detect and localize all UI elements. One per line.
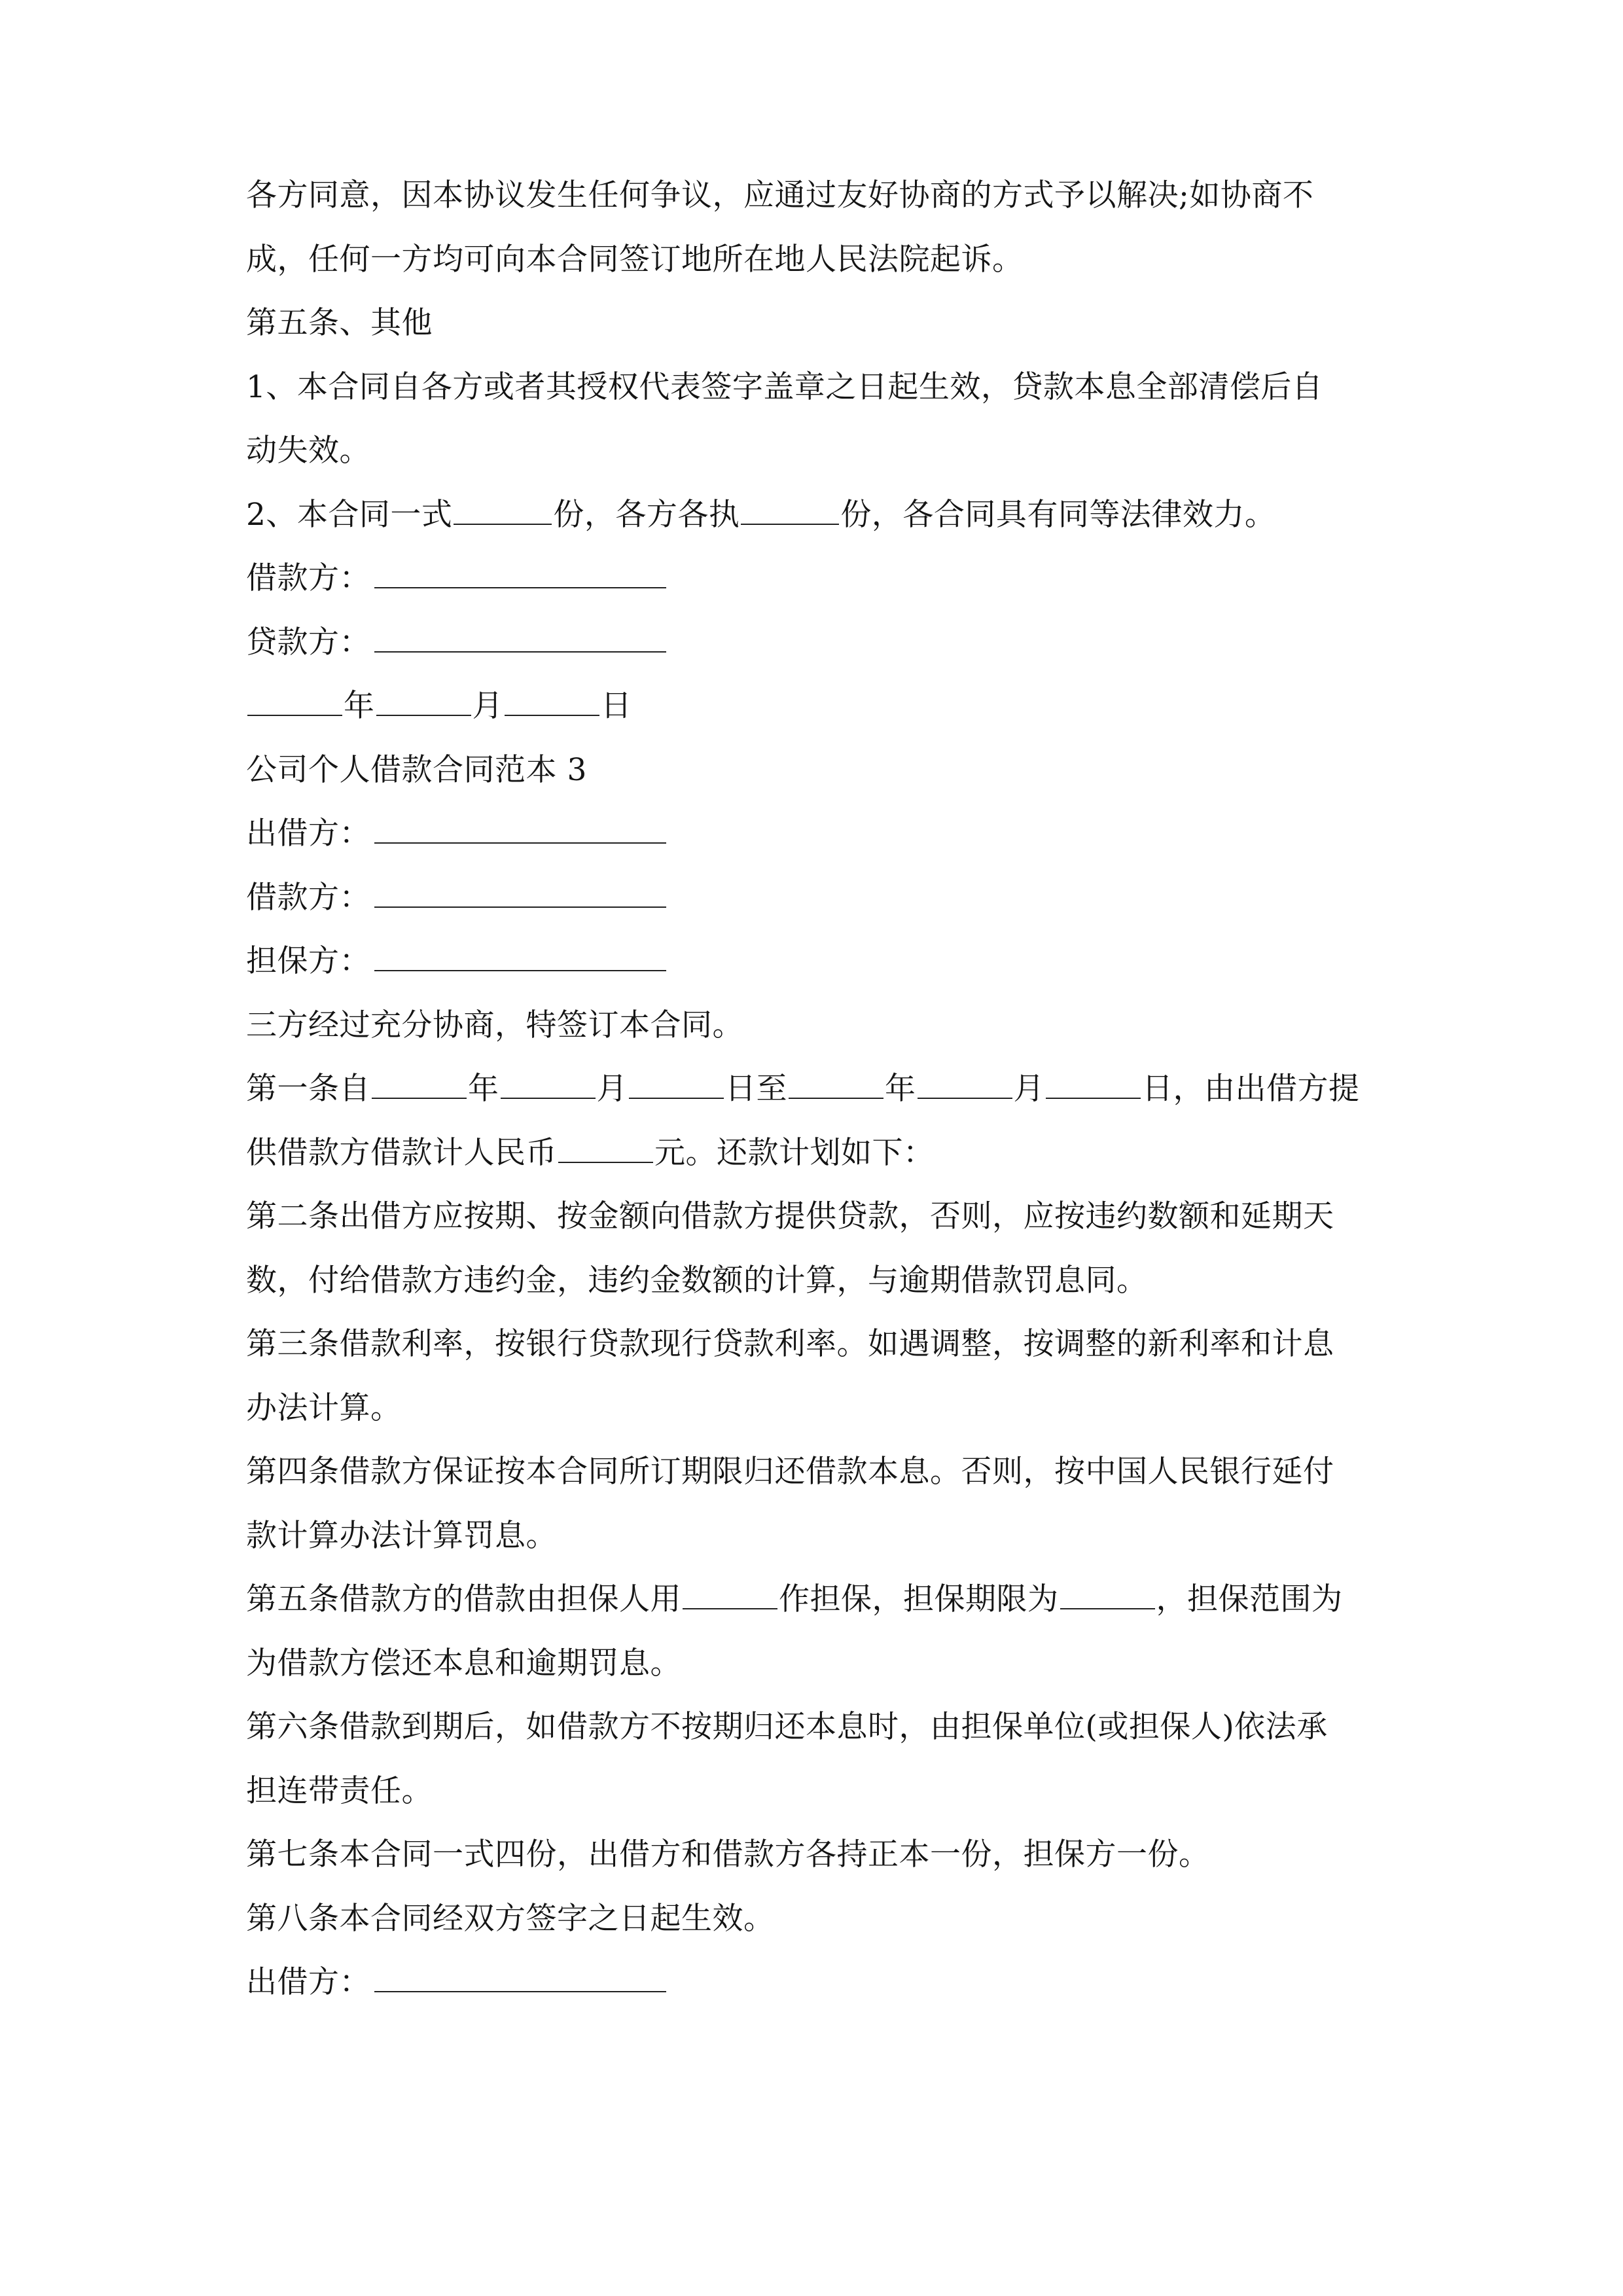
text-line — [246, 1185, 1382, 1249]
signature-row — [246, 547, 1382, 611]
paragraph-text: 份，各合同具有同等法律效力。 — [840, 496, 1276, 533]
fill-in-blank — [558, 1133, 653, 1163]
paragraph-text: 第七条本合同一式四份，出借方和借款方各持正本一份，担保方一份。 — [246, 1837, 1210, 1873]
fill-in-blank — [505, 686, 599, 716]
paragraph-text: 为借款方偿还本息和逾期罚息。 — [246, 1645, 681, 1681]
paragraph-text: 动失效。 — [246, 433, 370, 469]
paragraph-text: 数，付给借款方违约金，违约金数额的计算，与逾期借款罚息同。 — [246, 1262, 1148, 1299]
paragraph-text: 月 — [596, 1071, 628, 1107]
paragraph-text: 年 — [468, 1071, 499, 1107]
section-heading — [246, 291, 1382, 355]
text-line — [246, 164, 1382, 228]
paragraph-text: ，担保范围为 — [1156, 1581, 1343, 1617]
paragraph-text: 三方经过充分协商，特签订本合同。 — [246, 1007, 743, 1043]
text-line — [246, 1887, 1382, 1951]
signature-line — [374, 814, 666, 844]
paragraph-text: 担连带责任。 — [246, 1772, 433, 1809]
paragraph-text: 办法计算。 — [246, 1390, 402, 1426]
signature-row — [246, 802, 1382, 866]
paragraph-text: 作担保，担保期限为 — [779, 1581, 1059, 1617]
document-title — [246, 738, 1382, 802]
text-line — [246, 1695, 1382, 1759]
signature-label: 借款方： — [246, 879, 370, 916]
fill-in-blank — [1060, 1579, 1155, 1609]
text-line — [246, 1504, 1382, 1568]
fill-in-blank — [741, 495, 839, 525]
fill-in-blank — [683, 1579, 777, 1609]
signature-row — [246, 1950, 1382, 2015]
document-body — [246, 164, 1382, 2015]
signature-label: 借款方： — [246, 560, 370, 596]
signature-row — [246, 611, 1382, 675]
date-label: 日 — [601, 688, 632, 724]
paragraph-text: 款计算办法计算罚息。 — [246, 1517, 557, 1554]
signature-label: 贷款方： — [246, 624, 370, 660]
paragraph-text: 第五条借款方的借款由担保人用 — [246, 1581, 681, 1617]
signature-row — [246, 929, 1382, 994]
signature-line — [374, 1962, 666, 1992]
text-line — [246, 1632, 1382, 1696]
fill-in-blank — [629, 1069, 724, 1099]
fill-in-blank — [376, 686, 471, 716]
paragraph-text: 第一条自 — [246, 1071, 370, 1107]
text-line — [246, 994, 1382, 1058]
signature-label: 出借方： — [246, 816, 370, 852]
paragraph-text: 成，任何一方均可向本合同签订地所在地人民法院起诉。 — [246, 241, 1024, 278]
fill-in-blank — [789, 1069, 883, 1099]
fill-in-blank — [372, 1069, 467, 1099]
title-text: 公司个人借款合同范本 3 — [246, 751, 587, 788]
paragraph-text: 第六条借款到期后，如借款方不按期归还本息时，由担保单位(或担保人)依法承 — [246, 1709, 1328, 1745]
signature-label: 出借方： — [246, 1964, 370, 2000]
paragraph-text: 第二条出借方应按期、按金额向借款方提供贷款，否则，应按违约数额和延期天 — [246, 1198, 1334, 1234]
paragraph-text: 日，由出借方提 — [1142, 1071, 1360, 1107]
heading-text: 第五条、其他 — [246, 305, 433, 341]
text-line — [246, 1568, 1382, 1632]
paragraph-text: 供借款方借款计人民币 — [246, 1134, 557, 1171]
fill-in-blank — [501, 1069, 596, 1099]
signature-line — [374, 558, 666, 588]
text-line — [246, 1249, 1382, 1313]
paragraph-text: 日至 — [725, 1071, 787, 1107]
text-line — [246, 1312, 1382, 1376]
text-line — [246, 1759, 1382, 1823]
paragraph-text: 元。还款计划如下： — [654, 1134, 935, 1171]
paragraph-text: 第三条借款利率，按银行贷款现行贷款利率。如遇调整，按调整的新利率和计息 — [246, 1326, 1334, 1362]
paragraph-text: 1、本合同自各方或者其授权代表签字盖章之日起生效，贷款本息全部清偿后自 — [246, 368, 1323, 405]
paragraph-text: 第八条本合同经双方签字之日起生效。 — [246, 1900, 775, 1937]
fill-in-blank — [247, 686, 342, 716]
text-line — [246, 228, 1382, 292]
paragraph-text: 各方同意，因本协议发生任何争议，应通过友好协商的方式予以解决;如协商不 — [246, 177, 1314, 213]
text-line — [246, 1440, 1382, 1504]
paragraph-text: 月 — [1013, 1071, 1044, 1107]
fill-in-blank — [1046, 1069, 1141, 1099]
signature-row — [246, 866, 1382, 930]
paragraph-text: 份，各方各执 — [553, 496, 740, 533]
text-line — [246, 355, 1382, 420]
signature-label: 担保方： — [246, 943, 370, 979]
paragraph-text: 2、本合同一式 — [246, 496, 453, 533]
text-line — [246, 483, 1382, 547]
text-line — [246, 1823, 1382, 1887]
date-label: 年 — [344, 688, 375, 724]
signature-line — [374, 941, 666, 971]
text-line — [246, 1057, 1382, 1121]
paragraph-text: 年 — [885, 1071, 916, 1107]
paragraph-text: 第四条借款方保证按本合同所订期限归还借款本息。否则，按中国人民银行延付 — [246, 1454, 1334, 1490]
date-row — [246, 674, 1382, 738]
signature-line — [374, 878, 666, 908]
text-line — [246, 1376, 1382, 1441]
signature-line — [374, 622, 666, 653]
text-line — [246, 1121, 1382, 1185]
fill-in-blank — [918, 1069, 1012, 1099]
text-line — [246, 419, 1382, 483]
date-label: 月 — [472, 688, 503, 724]
fill-in-blank — [454, 495, 552, 525]
